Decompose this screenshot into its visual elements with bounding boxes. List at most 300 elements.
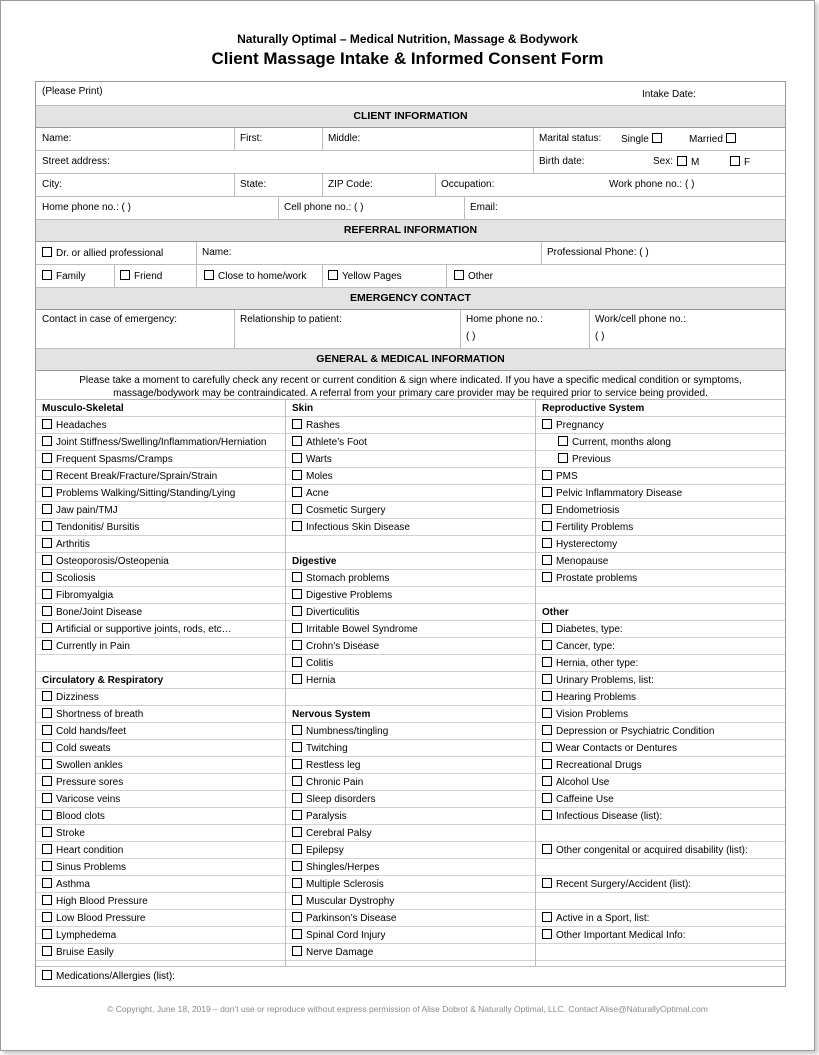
yellow-pages-label: Yellow Pages — [342, 271, 402, 282]
condition-checkbox-restless-leg[interactable] — [286, 757, 535, 774]
condition-label: Previous — [572, 454, 611, 465]
condition-checkbox-digestive-problems[interactable] — [286, 587, 535, 604]
condition-label: Chronic Pain — [306, 777, 364, 788]
condition-checkbox-arthritis[interactable] — [36, 536, 285, 553]
condition-label: Acne — [306, 488, 329, 499]
checkbox-icon — [292, 504, 302, 514]
condition-checkbox-pressure-sores[interactable] — [36, 774, 285, 791]
sex-label: Sex: — [653, 156, 674, 167]
condition-checkbox-alcohol-use[interactable] — [536, 774, 785, 791]
condition-checkbox-twitching[interactable] — [286, 740, 535, 757]
client-name-row — [36, 128, 785, 151]
other-referral-checkbox[interactable] — [454, 270, 493, 282]
checkbox-icon — [542, 572, 552, 582]
condition-label: Sleep disorders — [306, 794, 376, 805]
intake-date-label[interactable]: Intake Date: — [642, 89, 696, 100]
checkbox-icon — [42, 623, 52, 633]
condition-label: Hysterectomy — [556, 539, 618, 550]
condition-checkbox-sleep-disorders[interactable] — [286, 791, 535, 808]
condition-label: Osteoporosis/Osteopenia — [56, 556, 169, 567]
dr-professional-checkbox[interactable] — [42, 247, 163, 259]
checkbox-icon — [42, 436, 52, 446]
condition-label: Currently in Pain — [56, 641, 130, 652]
condition-checkbox-diverticulitis[interactable] — [286, 604, 535, 621]
condition-checkbox-warts[interactable] — [286, 451, 535, 468]
checkbox-icon — [542, 912, 552, 922]
condition-label: Bruise Easily — [56, 947, 114, 958]
checkbox-icon — [558, 453, 568, 463]
marital-status-label: Marital status: — [539, 133, 602, 144]
checkbox-icon — [292, 929, 302, 939]
condition-checkbox-shingles-herpes[interactable] — [286, 859, 535, 876]
medical-info-heading: GENERAL & MEDICAL INFORMATION — [36, 349, 785, 371]
condition-checkbox-hernia-other-type[interactable] — [536, 655, 785, 672]
emergency-row — [36, 310, 785, 349]
blank-line — [536, 859, 785, 876]
checkbox-icon — [542, 810, 552, 820]
checkbox-icon — [542, 470, 552, 480]
checkbox-icon — [42, 810, 52, 820]
condition-checkbox-frequent-spasms-cramps[interactable] — [36, 451, 285, 468]
checkbox-icon — [42, 759, 52, 769]
condition-checkbox-hearing-problems[interactable] — [536, 689, 785, 706]
condition-label: Numbness/tingling — [306, 726, 389, 737]
condition-label: Hearing Problems — [556, 692, 637, 703]
checkbox-icon — [542, 538, 552, 548]
family-checkbox[interactable] — [42, 270, 85, 282]
condition-checkbox-cosmetic-surgery[interactable] — [286, 502, 535, 519]
condition-label: Other congenital or acquired disability (list): — [556, 845, 748, 856]
condition-checkbox-nerve-damage[interactable] — [286, 944, 535, 961]
checkbox-icon — [542, 759, 552, 769]
state-field[interactable]: State: — [240, 179, 267, 190]
condition-checkbox-recent-surgery-accident-list[interactable] — [536, 876, 785, 893]
condition-checkbox-multiple-sclerosis[interactable] — [286, 876, 535, 893]
condition-checkbox-muscular-dystrophy[interactable] — [286, 893, 535, 910]
condition-checkbox-bruise-easily[interactable] — [36, 944, 285, 961]
checkbox-icon — [542, 640, 552, 650]
blank-line — [536, 893, 785, 910]
checkbox-icon — [542, 504, 552, 514]
condition-label: Wear Contacts or Dentures — [556, 743, 677, 754]
condition-checkbox-athlete-s-foot[interactable] — [286, 434, 535, 451]
condition-label: Infectious Skin Disease — [306, 522, 410, 533]
city-row — [36, 174, 785, 197]
condition-label: Twitching — [306, 743, 348, 754]
condition-label: Diverticulitis — [306, 607, 360, 618]
emergency-home-phone-field[interactable]: ( ) — [466, 331, 476, 342]
condition-checkbox-dizziness[interactable] — [36, 689, 285, 706]
condition-checkbox-menopause[interactable] — [536, 553, 785, 570]
home-phone-field[interactable]: Home phone no.: ( ) — [42, 202, 131, 213]
condition-checkbox-endometriosis[interactable] — [536, 502, 785, 519]
condition-checkbox-cerebral-palsy[interactable] — [286, 825, 535, 842]
checkbox-icon — [542, 708, 552, 718]
street-address-field[interactable]: Street address: — [42, 156, 110, 167]
checkbox-icon — [42, 419, 52, 429]
condition-checkbox-moles[interactable] — [286, 468, 535, 485]
condition-checkbox-osteoporosis-osteopenia[interactable] — [36, 553, 285, 570]
condition-label: Epilepsy — [306, 845, 344, 856]
condition-label: Current, months along — [572, 437, 671, 448]
condition-label: Pregnancy — [556, 420, 604, 431]
middle-name-field[interactable]: Middle: — [328, 133, 361, 144]
condition-checkbox-current-months-along[interactable] — [536, 434, 785, 451]
condition-checkbox-joint-stiffness-swelling-inflammation-herniation[interactable] — [36, 434, 285, 451]
condition-checkbox-shortness-of-breath[interactable] — [36, 706, 285, 723]
condition-label: Spinal Cord Injury — [306, 930, 386, 941]
checkbox-icon — [542, 878, 552, 888]
condition-checkbox-prostate-problems[interactable] — [536, 570, 785, 587]
other-referral-label: Other — [468, 271, 494, 282]
blank-line — [36, 655, 285, 672]
blank-line — [286, 689, 535, 706]
condition-label: Depression or Psychiatric Condition — [556, 726, 715, 737]
condition-checkbox-pregnancy[interactable] — [536, 417, 785, 434]
blank-line — [536, 587, 785, 604]
condition-label: Cold hands/feet — [56, 726, 127, 737]
condition-label: Cerebral Palsy — [306, 828, 372, 839]
checkbox-icon — [542, 691, 552, 701]
checkbox-icon — [292, 861, 302, 871]
condition-checkbox-crohn-s-disease[interactable] — [286, 638, 535, 655]
yellow-pages-checkbox[interactable] — [328, 270, 402, 282]
condition-label: High Blood Pressure — [56, 896, 148, 907]
checkbox-icon — [542, 844, 552, 854]
married-checkbox[interactable] — [689, 133, 736, 145]
medications-label: Medications/Allergies (list): — [56, 971, 175, 982]
condition-checkbox-lymphedema[interactable] — [36, 927, 285, 944]
condition-checkbox-sinus-problems[interactable] — [36, 859, 285, 876]
condition-label: Recent Surgery/Accident (list): — [556, 879, 692, 890]
checkbox-icon — [292, 827, 302, 837]
checkbox-icon — [292, 742, 302, 752]
checkbox-icon — [42, 912, 52, 922]
street-row — [36, 151, 785, 174]
name-field[interactable]: Name: — [42, 133, 72, 144]
checkbox-icon — [292, 759, 302, 769]
condition-checkbox-cancer-type[interactable] — [536, 638, 785, 655]
condition-checkbox-active-in-a-sport-list[interactable] — [536, 910, 785, 927]
condition-label: Low Blood Pressure — [56, 913, 146, 924]
condition-label: Scoliosis — [56, 573, 96, 584]
condition-checkbox-scoliosis[interactable] — [36, 570, 285, 587]
condition-label: Varicose veins — [56, 794, 121, 805]
condition-label: Caffeine Use — [556, 794, 614, 805]
intake-form — [35, 81, 786, 987]
condition-label: Infectious Disease (list): — [556, 811, 663, 822]
client-info-heading: CLIENT INFORMATION — [36, 106, 785, 128]
checkbox-icon — [42, 555, 52, 565]
condition-checkbox-asthma[interactable] — [36, 876, 285, 893]
condition-checkbox-wear-contacts-or-dentures[interactable] — [536, 740, 785, 757]
condition-label: Diabetes, type: — [556, 624, 623, 635]
condition-checkbox-cold-hands-feet[interactable] — [36, 723, 285, 740]
medications-row — [36, 967, 785, 986]
checkbox-icon — [42, 929, 52, 939]
condition-checkbox-infectious-disease-list[interactable] — [536, 808, 785, 825]
copyright-notice: © Copyright, June 18, 2019 – don’t use or reproduce without express permission of Alise Dobrot & Naturally Optimal, LLC. Contact Alise@NaturallyOptimal.com — [107, 1004, 708, 1014]
checkbox-icon — [292, 793, 302, 803]
checkbox-icon — [42, 725, 52, 735]
condition-label: Joint Stiffness/Swelling/Inflammation/Herniation — [56, 437, 267, 448]
checkbox-icon — [292, 895, 302, 905]
condition-label: Endometriosis — [556, 505, 620, 516]
checkbox-icon — [542, 776, 552, 786]
dr-professional-label: Dr. or allied professional — [56, 248, 164, 259]
condition-label: Cosmetic Surgery — [306, 505, 386, 516]
condition-checkbox-diabetes-type[interactable] — [536, 621, 785, 638]
medical-intro — [36, 371, 785, 400]
conditions-grid — [36, 400, 785, 967]
checkbox-icon — [42, 776, 52, 786]
condition-checkbox-heart-condition[interactable] — [36, 842, 285, 859]
checkbox-icon — [542, 657, 552, 667]
checkbox-icon — [292, 589, 302, 599]
condition-label: Menopause — [556, 556, 609, 567]
occupation-field[interactable]: Occupation: — [441, 179, 495, 190]
single-label: Single — [621, 134, 649, 145]
female-label: F — [744, 157, 751, 168]
checkbox-icon — [542, 555, 552, 565]
checkbox-icon — [42, 589, 52, 599]
section-heading-digestive: Digestive — [286, 553, 535, 570]
condition-label: Irritable Bowel Syndrome — [306, 624, 418, 635]
condition-checkbox-pelvic-inflammatory-disease[interactable] — [536, 485, 785, 502]
condition-checkbox-stomach-problems[interactable] — [286, 570, 535, 587]
condition-checkbox-stroke[interactable] — [36, 825, 285, 842]
condition-label: Stroke — [56, 828, 85, 839]
condition-checkbox-bone-joint-disease[interactable] — [36, 604, 285, 621]
blank-line — [536, 825, 785, 842]
section-heading-reproductive-system: Reproductive System — [536, 400, 785, 417]
condition-checkbox-vision-problems[interactable] — [536, 706, 785, 723]
checkbox-icon — [42, 861, 52, 871]
condition-checkbox-currently-in-pain[interactable] — [36, 638, 285, 655]
condition-label: Frequent Spasms/Cramps — [56, 454, 173, 465]
checkbox-icon — [42, 895, 52, 905]
checkbox-icon — [42, 844, 52, 854]
condition-checkbox-low-blood-pressure[interactable] — [36, 910, 285, 927]
friend-label: Friend — [134, 271, 163, 282]
form-title: Client Massage Intake & Informed Consent Form — [211, 49, 604, 68]
checkbox-icon — [292, 436, 302, 446]
friend-checkbox[interactable] — [120, 270, 162, 282]
condition-checkbox-other-important-medical-info[interactable] — [536, 927, 785, 944]
condition-label: Dizziness — [56, 692, 99, 703]
organization-name: Naturally Optimal – Medical Nutrition, Massage & Bodywork — [237, 32, 578, 46]
checkbox-icon — [542, 521, 552, 531]
condition-checkbox-blood-clots[interactable] — [36, 808, 285, 825]
condition-checkbox-fibromyalgia[interactable] — [36, 587, 285, 604]
condition-label: Pelvic Inflammatory Disease — [556, 488, 683, 499]
checkbox-icon — [542, 725, 552, 735]
condition-checkbox-numbness-tingling[interactable] — [286, 723, 535, 740]
condition-checkbox-fertility-problems[interactable] — [536, 519, 785, 536]
condition-label: Athlete’s Foot — [306, 437, 367, 448]
condition-checkbox-cold-sweats[interactable] — [36, 740, 285, 757]
checkbox-icon — [292, 640, 302, 650]
condition-label: Parkinson’s Disease — [306, 913, 397, 924]
condition-label: Paralysis — [306, 811, 347, 822]
checkbox-icon — [292, 878, 302, 888]
referral-info-heading: REFERRAL INFORMATION — [36, 220, 785, 242]
intro-line-2: massage/bodywork may be contraindicated. A referral from your primary care provider may be required prior to service being provided. — [113, 388, 708, 399]
condition-checkbox-epilepsy[interactable] — [286, 842, 535, 859]
condition-checkbox-caffeine-use[interactable] — [536, 791, 785, 808]
condition-checkbox-pms[interactable] — [536, 468, 785, 485]
checkbox-icon — [292, 674, 302, 684]
emergency-contact-heading: EMERGENCY CONTACT — [36, 288, 785, 310]
condition-label: Problems Walking/Sitting/Standing/Lying — [56, 488, 236, 499]
checkbox-icon — [42, 521, 52, 531]
referral-name-field[interactable]: Name: — [202, 247, 232, 258]
male-label: M — [691, 157, 700, 168]
condition-label: Headaches — [56, 420, 107, 431]
condition-checkbox-hernia[interactable] — [286, 672, 535, 689]
condition-checkbox-varicose-veins[interactable] — [36, 791, 285, 808]
condition-checkbox-hysterectomy[interactable] — [536, 536, 785, 553]
condition-checkbox-infectious-skin-disease[interactable] — [286, 519, 535, 536]
condition-checkbox-artificial-or-supportive-joints-rods-etc[interactable] — [36, 621, 285, 638]
condition-label: Moles — [306, 471, 333, 482]
condition-checkbox-other-congenital-or-acquired-disability-list[interactable] — [536, 842, 785, 859]
print-row — [36, 82, 785, 106]
condition-checkbox-irritable-bowel-syndrome[interactable] — [286, 621, 535, 638]
checkbox-icon — [292, 487, 302, 497]
condition-label: Heart condition — [56, 845, 124, 856]
checkbox-icon — [42, 606, 52, 616]
condition-checkbox-tendonitis-bursitis[interactable] — [36, 519, 285, 536]
checkbox-icon — [292, 844, 302, 854]
condition-checkbox-recent-break-fracture-sprain-strain[interactable] — [36, 468, 285, 485]
checkbox-icon — [292, 606, 302, 616]
blank-line — [536, 944, 785, 961]
checkbox-icon — [42, 827, 52, 837]
condition-checkbox-swollen-ankles[interactable] — [36, 757, 285, 774]
condition-checkbox-recreational-drugs[interactable] — [536, 757, 785, 774]
section-heading-skin: Skin — [286, 400, 535, 417]
emergency-work-phone-field[interactable]: ( ) — [595, 331, 605, 342]
condition-checkbox-colitis[interactable] — [286, 655, 535, 672]
emergency-home-phone-label: Home phone no.: — [466, 314, 543, 325]
condition-label: Fertility Problems — [556, 522, 634, 533]
condition-label: Muscular Dystrophy — [306, 896, 395, 907]
checkbox-icon — [542, 623, 552, 633]
checkbox-icon — [42, 793, 52, 803]
condition-label: Colitis — [306, 658, 334, 669]
condition-label: Arthritis — [56, 539, 90, 550]
cell-phone-field[interactable]: Cell phone no.: ( ) — [284, 202, 364, 213]
first-name-field[interactable]: First: — [240, 133, 263, 144]
condition-label: Warts — [306, 454, 332, 465]
condition-label: Nerve Damage — [306, 947, 374, 958]
birth-date-field[interactable]: Birth date: — [539, 156, 585, 167]
work-phone-field[interactable]: Work phone no.: ( ) — [609, 179, 695, 190]
condition-label: Cancer, type: — [556, 641, 615, 652]
close-to-home-checkbox[interactable] — [204, 270, 306, 282]
condition-label: Vision Problems — [556, 709, 629, 720]
condition-checkbox-chronic-pain[interactable] — [286, 774, 535, 791]
condition-checkbox-parkinson-s-disease[interactable] — [286, 910, 535, 927]
condition-label: Shingles/Herpes — [306, 862, 380, 873]
condition-label: Sinus Problems — [56, 862, 127, 873]
checkbox-icon — [42, 946, 52, 956]
condition-checkbox-headaches[interactable] — [36, 417, 285, 434]
condition-checkbox-depression-or-psychiatric-condition[interactable] — [536, 723, 785, 740]
condition-label: Hernia, other type: — [556, 658, 639, 669]
checkbox-icon — [42, 487, 52, 497]
zip-field[interactable]: ZIP Code: — [328, 179, 373, 190]
checkbox-icon — [42, 691, 52, 701]
intro-line-1: Please take a moment to carefully check any recent or current condition & sign where indicated. If you have a specific medical condition or symptoms, — [79, 375, 742, 386]
please-print-label: (Please Print) — [42, 86, 103, 97]
checkbox-icon — [542, 419, 552, 429]
checkbox-icon — [292, 657, 302, 667]
married-label: Married — [689, 134, 723, 145]
condition-checkbox-rashes[interactable] — [286, 417, 535, 434]
professional-phone-field[interactable]: Professional Phone: ( ) — [547, 247, 649, 258]
medications-checkbox[interactable] — [42, 967, 175, 986]
sex-male-checkbox[interactable] — [677, 156, 699, 168]
single-checkbox[interactable] — [621, 133, 662, 145]
condition-label: Jaw pain/TMJ — [56, 505, 118, 516]
condition-label: Tendonitis/ Bursitis — [56, 522, 140, 533]
checkbox-icon — [292, 725, 302, 735]
checkbox-icon — [42, 878, 52, 888]
emergency-work-phone-label: Work/cell phone no.: — [595, 314, 686, 325]
condition-label: Digestive Problems — [306, 590, 393, 601]
condition-label: Rashes — [306, 420, 340, 431]
referral-row-1 — [36, 242, 785, 265]
condition-checkbox-spinal-cord-injury[interactable] — [286, 927, 535, 944]
family-label: Family — [56, 271, 86, 282]
checkbox-icon — [42, 708, 52, 718]
condition-checkbox-previous[interactable] — [536, 451, 785, 468]
condition-checkbox-paralysis[interactable] — [286, 808, 535, 825]
condition-checkbox-high-blood-pressure[interactable] — [36, 893, 285, 910]
email-field[interactable]: Email: — [470, 202, 498, 213]
city-field[interactable]: City: — [42, 179, 62, 190]
checkbox-icon — [542, 674, 552, 684]
condition-label: Hernia — [306, 675, 336, 686]
condition-label: Asthma — [56, 879, 90, 890]
condition-label: Other Important Medical Info: — [556, 930, 686, 941]
condition-label: Stomach problems — [306, 573, 390, 584]
condition-checkbox-acne[interactable] — [286, 485, 535, 502]
emergency-contact-field[interactable]: Contact in case of emergency: — [42, 314, 178, 325]
checkbox-icon — [292, 623, 302, 633]
condition-label: Bone/Joint Disease — [56, 607, 143, 618]
checkbox-icon — [542, 487, 552, 497]
sex-female-checkbox[interactable] — [730, 156, 750, 168]
checkbox-icon — [292, 521, 302, 531]
checkbox-icon — [292, 572, 302, 582]
checkbox-icon — [542, 742, 552, 752]
condition-label: Recent Break/Fracture/Sprain/Strain — [56, 471, 218, 482]
condition-label: Blood clots — [56, 811, 105, 822]
condition-checkbox-problems-walking-sitting-standing-lying[interactable] — [36, 485, 285, 502]
condition-checkbox-urinary-problems-list[interactable] — [536, 672, 785, 689]
condition-label: Swollen ankles — [56, 760, 123, 771]
condition-checkbox-jaw-pain-tmj[interactable] — [36, 502, 285, 519]
phone-row — [36, 197, 785, 220]
relationship-field[interactable]: Relationship to patient: — [240, 314, 342, 325]
checkbox-icon — [542, 793, 552, 803]
checkbox-icon — [292, 776, 302, 786]
checkbox-icon — [42, 470, 52, 480]
checkbox-icon — [42, 504, 52, 514]
